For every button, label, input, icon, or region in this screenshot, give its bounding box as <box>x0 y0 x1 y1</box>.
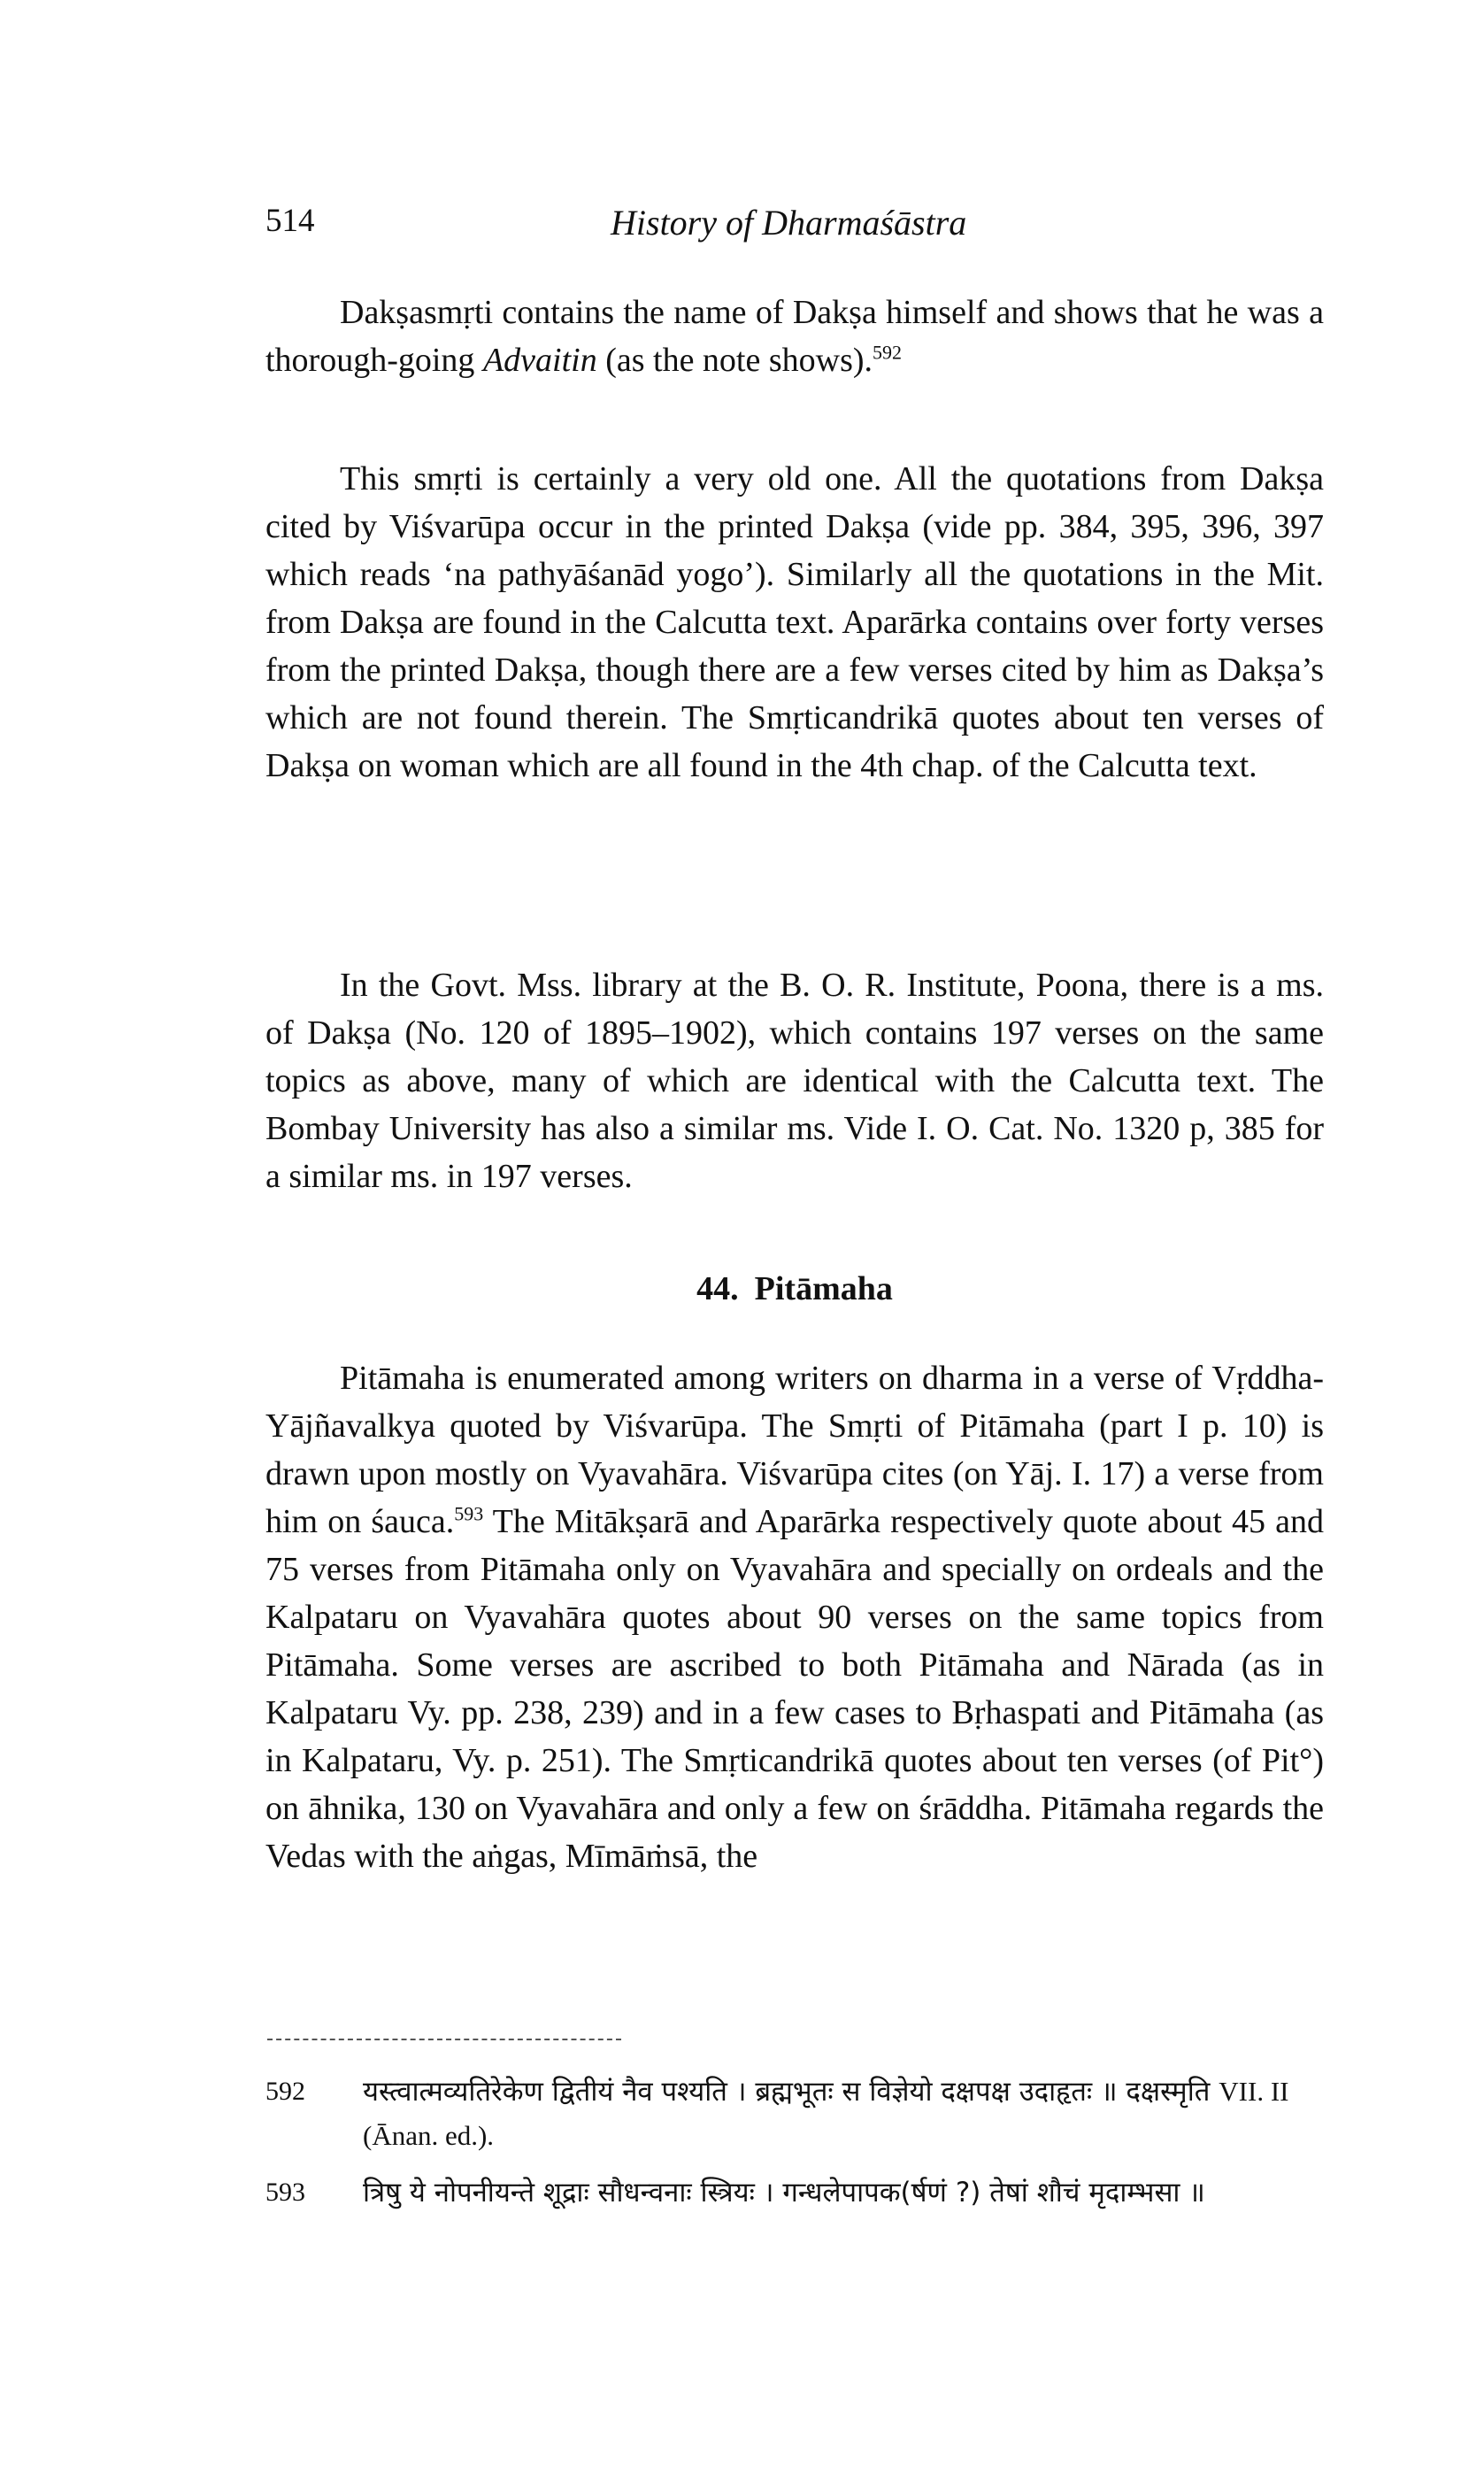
footnote-text: त्रिषु ये नोपनीयन्ते शूद्राः सौधन्वनाः स्त्रियः । गन्धलेपापक(र्षणं ?) तेषां शौचं मृदाम्भसा ॥ <box>363 2177 1205 2209</box>
page-number: 514 <box>265 203 315 239</box>
section-heading <box>265 1269 1324 1308</box>
paragraph-text: Dakṣasmṛti contains the name of Dakṣa himself and shows that he was a thorough-going <box>265 294 1324 379</box>
footnote-number: 593 <box>265 2178 305 2207</box>
footnote-ref[interactable]: 592 <box>873 341 903 364</box>
section-number: 44. <box>696 1270 739 1307</box>
paragraph-text: (as the note shows). <box>605 342 873 379</box>
footnote-reference: VII. II (Ānan. ed.). <box>363 2076 1289 2151</box>
running-head <box>265 202 1327 255</box>
paragraph-text: This smṛti is certainly a very old one. All the quotations from Dakṣa cited by Viśvarūpa occur in the printed Dakṣa (vide pp. 384, 395, 396, 397 which reads ‘na pathyāśanād yogo’). Similarly all the quotations in the Mit. from Dakṣa are found in the Calcutta text. Aparārka contains over forty verses from the printed Dakṣa, though there are a few verses cited by him as Dakṣa’s which are not found therein. The Smṛticandrikā quotes about ten verses of Dakṣa on woman which are all found in the 4th chap. of the Calcutta text. <box>265 460 1324 784</box>
section-title: Pitāmaha <box>754 1270 893 1307</box>
paragraph-pitamaha <box>265 1354 1324 1880</box>
paragraph-text: Pitāmaha is enumerated among writers on dharma in a verse of Vṛddha-Yājñavalkya quoted by Viśvarūpa. The Smṛti of Pitāmaha (part I p. 10) is drawn upon mostly on Vyavahāra. Viśvarūpa cites (on Yāj. I. 17) a verse from him on śauca. <box>265 1360 1324 1540</box>
footnote-number: 592 <box>265 2077 305 2106</box>
book-title: History of Dharmaśāstra <box>611 203 967 243</box>
footnote-divider <box>267 2039 621 2040</box>
paragraph-manuscripts <box>265 961 1324 1200</box>
paragraph-quotations <box>265 455 1324 790</box>
paragraph-daksasmrti <box>265 289 1324 384</box>
footnote-ref[interactable]: 593 <box>454 1502 484 1525</box>
italic-term: Advaitin <box>482 342 597 379</box>
footnote-592 <box>265 2070 1324 2158</box>
footnote-593 <box>265 2170 1324 2215</box>
footnote-text: यस्त्वात्मव्यतिरेकेण द्वितीयं नैव पश्यति । ब्रह्मभूतः स विज्ञेयो दक्षपक्ष उदाहृतः ॥ दक्षस्मृति <box>363 2076 1211 2108</box>
paragraph-text: In the Govt. Mss. library at the B. O. R. Institute, Poona, there is a ms. of Dakṣa (No. 120 of 1895–1902), which contains 197 verses on the same topics as above, many of which are identical with the Calcutta text. The Bombay University has also a similar ms. Vide I. O. Cat. No. 1320 p, 385 for a similar ms. in 197 verses. <box>265 967 1324 1195</box>
paragraph-text: The Mitākṣarā and Aparārka respectively quote about 45 and 75 verses from Pitāmaha only on Vyavahāra and specially on ordeals and the Kalpataru on Vyavahāra quotes about 90 verses on the same topics from Pitāmaha. Some verses are ascribed to both Pitāmaha and Nārada (as in Kalpataru Vy. pp. 238, 239) and in a few cases to Bṛhaspati and Pitāmaha (as in Kalpataru, Vy. p. 251). The Smṛticandrikā quotes about ten verses (of Pit°) on āhnika, 130 on Vyavahāra and only a few on śrāddha. Pitāmaha regards the Vedas with the aṅgas, Mīmāṁsā, the <box>265 1503 1324 1875</box>
